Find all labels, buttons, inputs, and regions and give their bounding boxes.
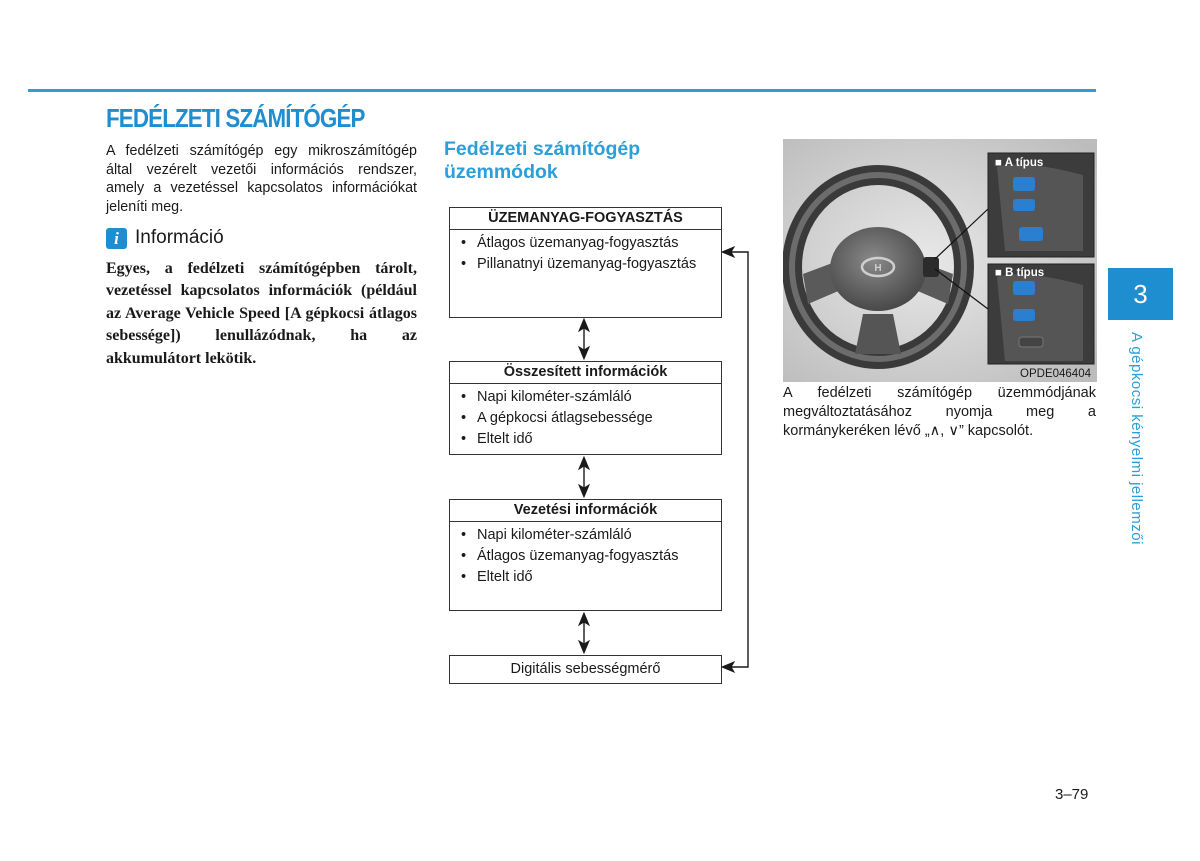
inset-label-a: ■ A típus xyxy=(995,157,1044,169)
info-heading xyxy=(106,227,224,249)
list-item: • A gépkocsi átlagsebessége xyxy=(458,409,713,427)
list-item: • Átlagos üzemanyag-fogyasztás xyxy=(458,547,713,565)
mode-box-title: Digitális sebességmérő xyxy=(510,661,661,677)
list-item: • Napi kilométer-számláló xyxy=(458,526,713,544)
svg-text:H: H xyxy=(874,263,882,274)
chapter-title: A gépkocsi kényelmi jellemzői xyxy=(1128,332,1145,545)
intro-paragraph: A fedélzeti számítógép egy mikroszámítógép által vezérelt vezetői információs rendszer, amely a vezetéssel kapcsolatos információkat jeleníti meg. xyxy=(106,143,417,215)
modes-title: Fedélzeti számítógép üzemmódok xyxy=(444,138,641,183)
page-number: 3–79 xyxy=(1055,786,1089,803)
figure-caption: A fedélzeti számítógép üzemmódjának megváltoztatásához nyomja meg a kormánykeréken lévő „∧, ∨” kapcsolót. xyxy=(783,385,1096,439)
list-item: • Átlagos üzemanyag-fogyasztás xyxy=(458,234,713,252)
mode-box-title: Vezetési információk xyxy=(450,500,721,522)
figure-code: OPDE046404 xyxy=(1020,368,1091,380)
section-title: FEDÉLZETI SZÁMÍTÓGÉP xyxy=(106,103,365,133)
steering-wheel-photo xyxy=(783,139,1097,382)
loop-line xyxy=(724,252,748,667)
list-item: • Eltelt idő xyxy=(458,430,713,448)
mode-box-title: Összesített információk xyxy=(450,362,721,384)
info-icon: i xyxy=(106,228,127,249)
top-rule xyxy=(28,89,1096,92)
chapter-tab: 3 xyxy=(1108,268,1173,320)
info-title: Információ xyxy=(135,227,224,248)
info-text: Egyes, a fedélzeti számítógépben tárolt, vezetéssel kapcsolatos információk (például az Average Vehicle Speed [A gépkocsi átlagos sebessége]) lenullázódnak, ha az akkumulátort lekötik. xyxy=(106,260,417,367)
flow-arrows xyxy=(560,240,760,680)
mode-box-title: ÜZEMANYAG-FOGYASZTÁS xyxy=(450,208,721,230)
steering-wheel-illustration xyxy=(783,139,1097,382)
list-item: • Napi kilométer-számláló xyxy=(458,388,713,406)
list-item: • Pillanatnyi üzemanyag-fogyasztás xyxy=(458,255,713,273)
list-item: • Eltelt idő xyxy=(458,568,713,586)
inset-label-b: ■ B típus xyxy=(995,267,1045,279)
